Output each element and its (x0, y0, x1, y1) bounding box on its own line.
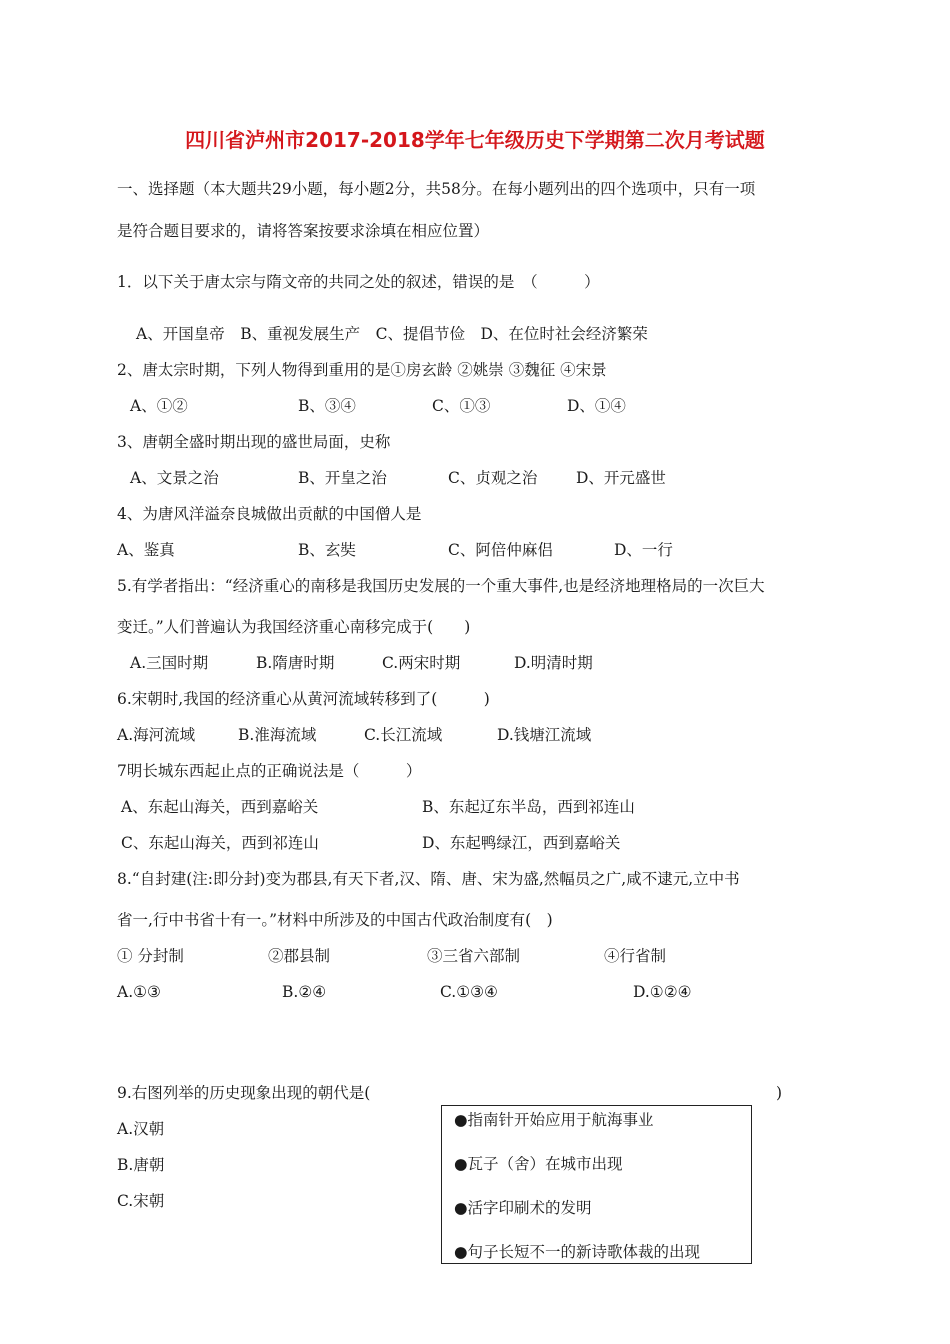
figure-box-item: ●指南针开始应用于航海事业 (454, 1111, 654, 1129)
question-9-option-b: B.唐朝 (117, 1156, 165, 1174)
question-8-item: ③三省六部制 (427, 947, 521, 965)
question-4-option-d: D、一行 (614, 541, 673, 559)
question-3-option-a: A、文景之治 (130, 469, 219, 487)
question-6-option-d: D.钱塘江流域 (497, 726, 592, 744)
question-2-option-d: D、①④ (567, 397, 626, 415)
question-5-option-d: D.明清时期 (514, 654, 593, 672)
question-7-option-b: B、东起辽东半岛，西到祁连山 (422, 798, 635, 816)
question-4-stem: 4、为唐风洋溢奈良城做出贡献的中国僧人是 (117, 505, 422, 523)
question-8-stem-line2: 省一,行中书省十有一。”材料中所涉及的中国古代政治制度有( ) (117, 911, 553, 929)
question-2-option-b: B、③④ (298, 397, 356, 415)
question-9-figure-box (441, 1105, 752, 1264)
question-3-option-c: C、贞观之治 (448, 469, 538, 487)
question-3-option-d: D、开元盛世 (576, 469, 666, 487)
question-8-item: ① 分封制 (117, 947, 184, 965)
question-4-option-a: A、鉴真 (117, 541, 175, 559)
question-8-option-c: C.①③④ (440, 983, 498, 1001)
page-title: 四川省泸州市2017-2018学年七年级历史下学期第二次月考试题 (185, 128, 765, 152)
question-6-stem: 6.宋朝时,我国的经济重心从黄河流域转移到了( ) (117, 690, 490, 708)
question-1-options: A、开国皇帝 B、重视发展生产 C、提倡节俭 D、在位时社会经济繁荣 (136, 325, 648, 343)
question-9-option-c: C.宋朝 (117, 1192, 165, 1210)
question-6-option-c: C.长江流域 (364, 726, 443, 744)
question-7-option-a: A、东起山海关，西到嘉峪关 (121, 798, 319, 816)
question-9-stem-close: ) (776, 1084, 783, 1102)
question-7-stem: 7明长城东西起止点的正确说法是（ ） (117, 762, 422, 780)
question-3-stem: 3、唐朝全盛时期出现的盛世局面，史称 (117, 433, 391, 451)
question-9-stem: 9.右图列举的历史现象出现的朝代是( (117, 1084, 371, 1102)
question-7-option-c: C、东起山海关，西到祁连山 (121, 834, 319, 852)
figure-box-item: ●活字印刷术的发明 (454, 1199, 592, 1217)
question-5-option-b: B.隋唐时期 (256, 654, 335, 672)
question-2-stem: 2、唐太宗时期，下列人物得到重用的是①房玄龄 ②姚崇 ③魏征 ④宋景 (117, 361, 607, 379)
question-6-option-a: A.海河流域 (117, 726, 196, 744)
question-4-option-b: B、玄奘 (298, 541, 356, 559)
question-7-option-d: D、东起鸭绿江，西到嘉峪关 (422, 834, 621, 852)
section-header-line2: 是符合题目要求的，请将答案按要求涂填在相应位置） (117, 222, 490, 240)
question-8-option-d: D.①②④ (633, 983, 692, 1001)
question-8-item: ④行省制 (604, 947, 667, 965)
question-2-option-a: A、①② (130, 397, 188, 415)
question-8-option-b: B.②④ (282, 983, 327, 1001)
question-5-stem-line1: 5.有学者指出：“经济重心的南移是我国历史发展的一个重大事件,也是经济地理格局的一次巨大 (117, 577, 765, 595)
question-8-item: ②郡县制 (268, 947, 331, 965)
question-2-option-c: C、①③ (432, 397, 491, 415)
question-6-option-b: B.淮海流域 (238, 726, 317, 744)
question-3-option-b: B、开皇之治 (298, 469, 387, 487)
question-8-stem-line1: 8.“自封建(注:即分封)变为郡县,有天下者,汉、隋、唐、宋为盛,然幅员之广,咸不逮元,立中书 (117, 870, 740, 888)
figure-box-item: ●瓦子（舍）在城市出现 (454, 1155, 623, 1173)
question-5-option-c: C.两宋时期 (382, 654, 461, 672)
question-5-option-a: A.三国时期 (130, 654, 209, 672)
question-5-stem-line2: 变迁。”人们普遍认为我国经济重心南移完成于( ) (117, 618, 471, 636)
question-8-option-a: A.①③ (117, 983, 161, 1001)
question-1-stem: 1．以下关于唐太宗与隋文帝的共同之处的叙述，错误的是 （ ） (117, 273, 600, 291)
section-header-line1: 一、选择题（本大题共29小题，每小题2分，共58分。在每小题列出的四个选项中，只有一项 (117, 180, 756, 198)
figure-box-item: ●句子长短不一的新诗歌体裁的出现 (454, 1243, 701, 1261)
question-9-option-a: A.汉朝 (117, 1120, 165, 1138)
question-4-option-c: C、阿倍仲麻侣 (448, 541, 553, 559)
